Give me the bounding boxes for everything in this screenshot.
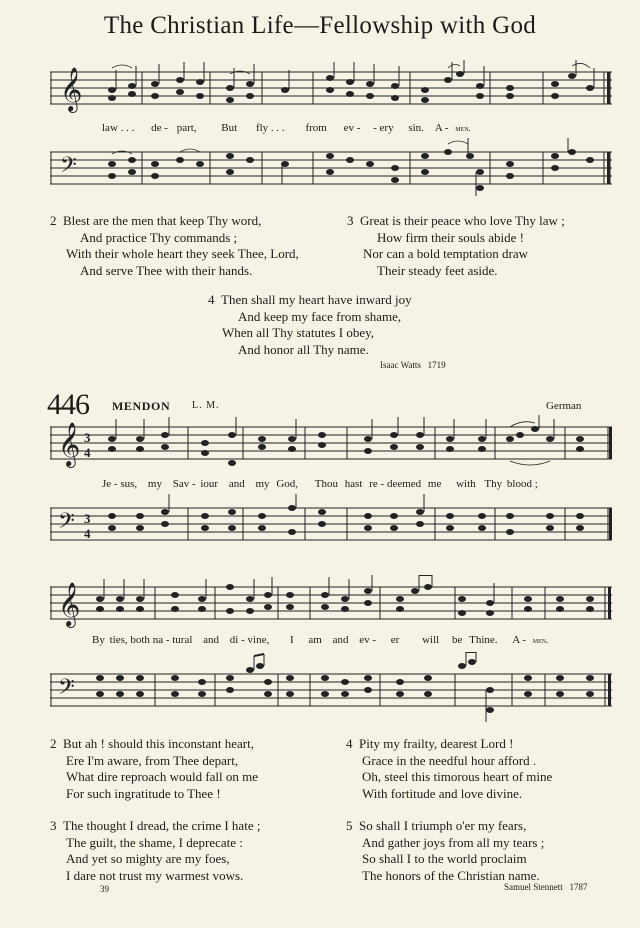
svg-text:𝄞: 𝄞 — [58, 582, 81, 626]
verse-number: 5 — [346, 818, 353, 833]
lyric-syllable: hast — [344, 478, 363, 490]
lyric-syllable: I — [289, 634, 294, 646]
top-hymn-attribution — [380, 360, 446, 370]
lyric-syllable: Sav - — [172, 478, 196, 490]
hymn-446-verse-3 — [50, 818, 260, 884]
verse-line: And serve Thee with their hands. — [80, 262, 253, 278]
svg-text:𝄢: 𝄢 — [60, 153, 77, 183]
page-number: 39 — [100, 884, 109, 894]
hymn-446-verse-5 — [346, 818, 544, 884]
lyric-syllable: will — [422, 634, 440, 646]
hymn-446-verse-4 — [346, 736, 552, 802]
lyric-syllable: ties, — [109, 634, 128, 646]
music-staff-treble-446-b — [50, 575, 612, 631]
music-staff-bass-446-a — [50, 494, 612, 550]
lyric-syllable: - ery — [373, 122, 394, 134]
verse-line: How firm their souls abide ! — [377, 229, 524, 245]
lyric-syllable: ev - — [359, 634, 377, 646]
verse-line: So shall I triumph o'er my fears, — [359, 818, 527, 833]
hymn-446-verse-2 — [50, 736, 258, 802]
svg-text:3: 3 — [84, 511, 91, 526]
svg-text:𝄞: 𝄞 — [58, 422, 81, 466]
lyric-syllable: er — [390, 634, 400, 646]
lyric-syllable: from — [305, 122, 327, 134]
hymn-number: 446 — [47, 388, 89, 421]
lyric-syllable: be — [451, 634, 463, 646]
meter: L. M. — [192, 400, 220, 411]
verse-line: And honor all Thy name. — [238, 341, 369, 357]
svg-text:3: 3 — [84, 430, 91, 445]
svg-text:4: 4 — [84, 526, 91, 541]
music-staff-bass-446-b — [50, 652, 612, 724]
tune-name: MENDON — [112, 399, 171, 413]
lyric-syllable: de - — [151, 122, 168, 134]
verse-number: 4 — [346, 736, 353, 751]
verse-line: The guilt, the shame, I deprecate : — [66, 834, 243, 850]
lyric-syllable: ev - — [343, 122, 361, 134]
verse-line: With fortitude and love divine. — [362, 785, 523, 801]
svg-text:𝄞: 𝄞 — [60, 67, 83, 111]
verse-number: 3 — [347, 213, 354, 228]
svg-text:4: 4 — [84, 445, 91, 460]
verse-line: Pity my frailty, dearest Lord ! — [359, 736, 514, 751]
lyric-syllable: my — [255, 478, 270, 490]
hymn-446-attribution — [504, 882, 588, 892]
tune-origin: German — [546, 400, 582, 412]
lyric-syllable: Je - sus, — [102, 478, 138, 490]
author-name: Samuel Stennett — [504, 882, 563, 892]
lyric-syllable: men. — [455, 123, 471, 133]
lyric-syllable: am — [308, 634, 322, 646]
verse-line: For such ingratitude to Thee ! — [66, 785, 221, 801]
author-name: Isaac Watts — [380, 360, 421, 370]
lyric-syllable: iour — [200, 478, 219, 490]
lyric-syllable: and — [228, 478, 245, 490]
lyric-syllable: with — [456, 478, 476, 490]
verse-line: So shall I to the world proclaim — [362, 851, 527, 866]
verse-number: 3 — [50, 818, 57, 833]
verse-line: With their whole heart they seek Thee, Lord, — [66, 246, 299, 261]
music-staff-treble-top — [50, 60, 612, 115]
music-staff-bass-top — [50, 138, 612, 200]
hymn-446-lyric-line-1 — [102, 478, 538, 490]
verse-number: 2 — [50, 213, 57, 228]
lyric-syllable: men. — [532, 635, 549, 645]
top-hymn-verse-3 — [347, 213, 565, 279]
verse-line: Oh, steel this timorous heart of mine — [362, 769, 553, 784]
verse-line: I dare not trust my warmest vows. — [66, 867, 244, 883]
svg-text:𝄢: 𝄢 — [58, 509, 75, 539]
lyric-syllable: na - — [152, 634, 170, 646]
lyric-syllable: vine, — [247, 634, 270, 646]
lyric-syllable: Thy — [484, 478, 503, 490]
lyric-syllable: my — [147, 478, 162, 490]
lyric-syllable: and — [203, 634, 220, 646]
lyric-syllable: But — [221, 122, 238, 134]
verse-line: And keep my face from shame, — [238, 308, 402, 324]
verse-line: Nor can a bold temptation draw — [363, 246, 528, 261]
lyric-syllable: Thou — [314, 478, 338, 490]
author-year: 1787 — [569, 882, 588, 892]
verse-line: What dire reproach would fall on me — [66, 769, 259, 784]
lyric-syllable: By — [92, 634, 105, 646]
verse-line: And yet so mighty are my foes, — [66, 851, 230, 866]
lyric-syllable: blood ; — [506, 478, 538, 490]
verse-number: 4 — [208, 292, 215, 307]
verse-line: Great is their peace who love Thy law ; — [360, 213, 565, 228]
lyric-syllable: di - — [229, 634, 245, 646]
verse-line: Then shall my heart have inward joy — [221, 292, 412, 307]
lyric-syllable: both — [130, 634, 150, 646]
author-year: 1719 — [427, 360, 446, 370]
top-hymn-lyric-line — [102, 122, 471, 134]
lyric-syllable: A - — [434, 122, 449, 134]
verse-line: The thought I dread, the crime I hate ; — [63, 818, 261, 833]
lyric-syllable: part, — [176, 122, 197, 134]
top-hymn-verse-2 — [50, 213, 299, 279]
lyric-syllable: fly . . . — [255, 122, 285, 134]
verse-line: And gather joys from all my tears ; — [362, 834, 545, 850]
verse-line: But ah ! should this inconstant heart, — [63, 736, 255, 751]
verse-line: When all Thy statutes I obey, — [222, 325, 374, 340]
top-hymn-verse-4 — [208, 292, 412, 358]
lyric-syllable: sin. — [408, 122, 424, 134]
lyric-syllable: God, — [276, 478, 299, 490]
verse-line: Blest are the men that keep Thy word, — [63, 213, 262, 228]
verse-line: The honors of the Christian name. — [362, 867, 540, 883]
lyric-syllable: and — [332, 634, 349, 646]
lyric-syllable: me — [427, 478, 442, 490]
verse-line: And practice Thy commands ; — [80, 229, 238, 245]
verse-number: 2 — [50, 736, 57, 751]
lyric-syllable: tural — [172, 634, 193, 646]
verse-line: Ere I'm aware, from Thee depart, — [66, 752, 239, 768]
page-title: The Christian Life—Fellowship with God — [103, 12, 537, 39]
music-staff-treble-446-a — [50, 415, 612, 475]
verse-line: Their steady feet aside. — [377, 262, 498, 278]
lyric-syllable: Thine. — [469, 634, 498, 646]
lyric-syllable: A - — [512, 634, 527, 646]
svg-text:𝄢: 𝄢 — [58, 675, 75, 705]
lyric-syllable: law . . . — [102, 122, 135, 134]
verse-line: Grace in the needful hour afford . — [362, 752, 537, 768]
hymn-446-lyric-line-2 — [92, 634, 548, 646]
lyric-syllable: re - deemed — [369, 478, 422, 490]
